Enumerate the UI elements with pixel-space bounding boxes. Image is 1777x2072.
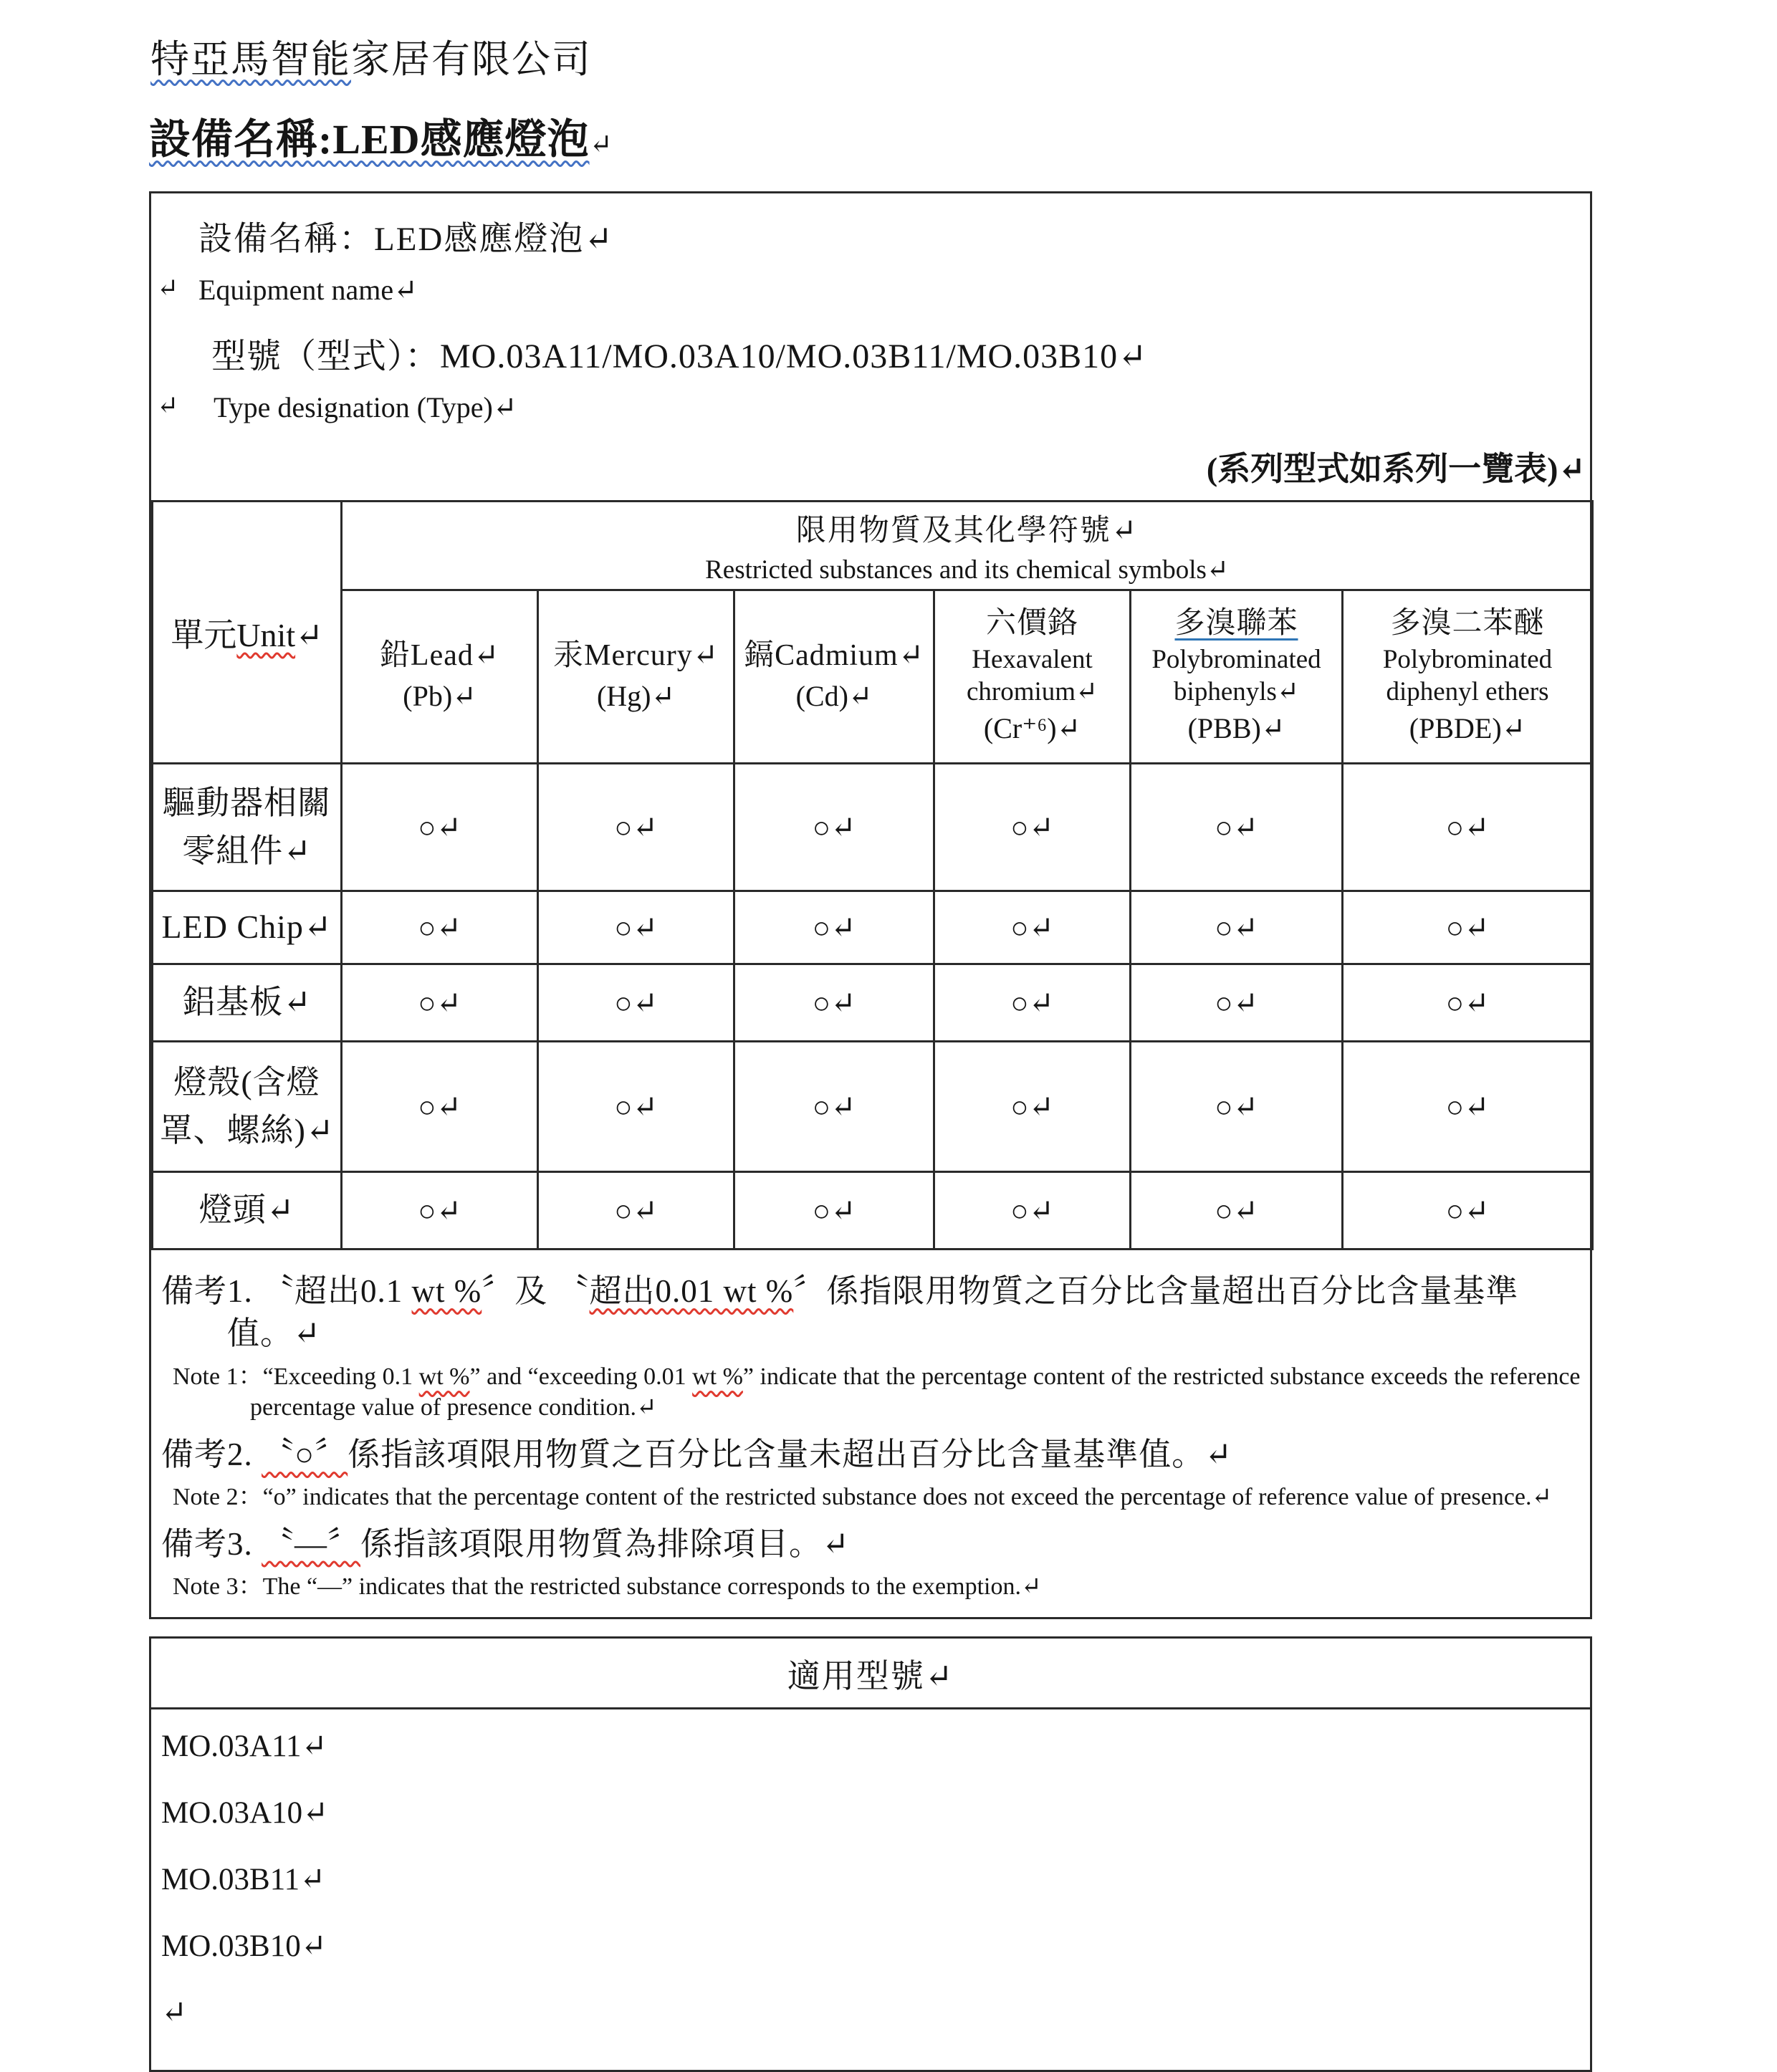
text-segment: 備考3. xyxy=(161,1525,262,1562)
note2-en: Note 2：“o” indicates that the percentage content of the restricted substance does not exceed the percentage of reference value of presence.↵ xyxy=(173,1484,1552,1511)
col-header-symbol: (Hg)↵ xyxy=(596,679,676,712)
table-cell: ○↵ xyxy=(342,964,538,1042)
col-header-symbol: (Pb)↵ xyxy=(403,679,476,712)
text-segment: ” and “exceeding 0.01 xyxy=(469,1363,693,1390)
table-cell: ○↵ xyxy=(734,964,934,1042)
table-cell: ○↵ xyxy=(734,891,934,964)
table-cell: ○↵ xyxy=(934,764,1131,891)
table-cell: ○↵ xyxy=(1343,1042,1593,1172)
unit-label-zh: 單元 xyxy=(171,616,237,653)
text-segment: 〞及 〝 xyxy=(482,1273,590,1309)
col-header-cadmium xyxy=(734,590,934,764)
equipment-info-section xyxy=(151,193,1590,490)
note1-en xyxy=(173,1361,1581,1424)
applicable-models-body xyxy=(151,1709,1590,2070)
text-segment: 備考2. xyxy=(161,1436,262,1472)
notes-section xyxy=(151,1250,1590,1617)
col-header-symbol: (PBDE)↵ xyxy=(1409,711,1526,744)
type-designation-en-row xyxy=(151,390,1590,424)
text-segment: wt % xyxy=(692,1363,743,1390)
table-cell: ○↵ xyxy=(734,1042,934,1172)
table-cell: ○↵ xyxy=(1131,1042,1343,1172)
table-cell: ○↵ xyxy=(934,964,1131,1042)
model-item: MO.03A10↵ xyxy=(161,1795,329,1830)
col-header-name: 六價鉻 xyxy=(985,607,1078,641)
table-cell: ○↵ xyxy=(734,764,934,891)
table-row-aluminum-substrate xyxy=(153,964,1593,1042)
table-cell: ○↵ xyxy=(1343,764,1593,891)
table-cell: ○↵ xyxy=(1343,1172,1593,1250)
table-header-row-1 xyxy=(153,502,1593,590)
col-header-mercury xyxy=(538,590,734,764)
applicable-models-header: 適用型號↵ xyxy=(151,1639,1590,1709)
model-item: MO.03A11↵ xyxy=(161,1729,327,1763)
text-segment: wt % xyxy=(418,1363,470,1390)
restricted-header-en: Restricted substances and its chemical symbols↵ xyxy=(705,555,1229,585)
row-label: LED Chip↵ xyxy=(153,891,342,964)
restricted-substances-header-cell xyxy=(342,502,1593,590)
col-header-name-en: Hexavalent chromium↵ xyxy=(966,644,1098,706)
table-header-row-2 xyxy=(153,590,1593,764)
row-label: 燈殼(含燈罩、螺絲)↵ xyxy=(153,1042,342,1172)
series-note: (系列型式如系列一覽表)↵ xyxy=(1206,451,1586,487)
text-segment: Note 1：“Exceeding 0.1 xyxy=(173,1363,419,1390)
text-segment: 備考1. 〝超出0.1 xyxy=(161,1273,412,1309)
text-segment: 〝—〞 xyxy=(262,1525,361,1562)
model-item: MO.03B10↵ xyxy=(161,1929,327,1963)
table-cell: ○↵ xyxy=(1343,964,1593,1042)
text-segment: 係指該項限用物質為排除項目。↵ xyxy=(360,1525,850,1562)
table-cell: ○↵ xyxy=(342,1172,538,1250)
table-cell: ○↵ xyxy=(734,1172,934,1250)
col-header-name-en: Polybrominated biphenyls↵ xyxy=(1151,644,1321,706)
col-header-pbde xyxy=(1343,590,1593,764)
doc-title xyxy=(149,105,1592,166)
table-cell: ○↵ xyxy=(342,891,538,964)
applicable-models-table xyxy=(149,1636,1592,2072)
note1-zh xyxy=(161,1270,1581,1356)
text-segment: 係指該項限用物質之百分比含量未超出百分比含量基準值。↵ xyxy=(348,1436,1232,1472)
rohs-declaration-box xyxy=(149,191,1592,1619)
table-cell: ○↵ xyxy=(538,964,734,1042)
table-cell: ○↵ xyxy=(1131,964,1343,1042)
table-cell: ○↵ xyxy=(934,1172,1131,1250)
type-designation-en: Type designation (Type)↵ xyxy=(214,391,517,423)
paragraph-mark: ↵ xyxy=(161,1995,188,2030)
table-cell: ○↵ xyxy=(538,891,734,964)
col-header-name: 汞Mercury↵ xyxy=(553,639,719,673)
text-segment: wt % xyxy=(411,1273,482,1309)
table-cell: ○↵ xyxy=(342,764,538,891)
table-cell: ○↵ xyxy=(1131,1172,1343,1250)
table-row-lamp-shell xyxy=(153,1042,1593,1172)
table-cell: ○↵ xyxy=(538,1172,734,1250)
restricted-header-zh: 限用物質及其化學符號↵ xyxy=(795,514,1139,547)
note2-zh xyxy=(161,1434,1581,1476)
table-cell: ○↵ xyxy=(934,1042,1131,1172)
text-segment: 超出0.01 wt % xyxy=(589,1273,794,1309)
equipment-name-zh: 設備名稱：LED感應燈泡↵ xyxy=(198,221,614,258)
note3-zh xyxy=(161,1523,1581,1565)
row-label: 燈頭↵ xyxy=(153,1172,342,1250)
col-header-name: 多溴二苯醚 xyxy=(1390,607,1545,641)
text-segment: ” indicate that the percentage content of the restricted substance exceeds the reference percentage value of presence condition.↵ xyxy=(250,1363,1581,1421)
table-cell: ○↵ xyxy=(1343,891,1593,964)
table-row-driver-components xyxy=(153,764,1593,891)
type-designation-zh: 型號（型式）：MO.03A11/MO.03A10/MO.03B11/MO.03B10↵ xyxy=(211,337,1148,375)
col-header-pbb xyxy=(1131,590,1343,764)
unit-header-cell xyxy=(153,502,342,764)
table-cell: ○↵ xyxy=(1131,764,1343,891)
col-header-hexavalent-chromium xyxy=(934,590,1131,764)
note3-en: Note 3：The “—” indicates that the restricted substance corresponds to the exemption.↵ xyxy=(173,1573,1042,1601)
restricted-substances-table xyxy=(151,500,1594,1250)
equipment-name-en: Equipment name↵ xyxy=(198,274,418,306)
company-title-rest-text: 家居有限公司 xyxy=(351,38,592,81)
equipment-name-en-row xyxy=(151,273,1590,307)
table-cell: ○↵ xyxy=(1131,891,1343,964)
doc-title-text: 設備名稱:LED感應燈泡 xyxy=(149,116,590,163)
col-header-name: 多溴聯苯 xyxy=(1174,607,1298,641)
table-cell: ○↵ xyxy=(538,1042,734,1172)
paragraph-mark: ↵ xyxy=(589,130,613,160)
col-header-name: 鎘Cadmium↵ xyxy=(744,639,924,673)
table-row-lamp-cap xyxy=(153,1172,1593,1250)
col-header-symbol: (Cr⁺⁶)↵ xyxy=(983,711,1081,744)
col-header-name: 鉛Lead↵ xyxy=(379,639,500,673)
col-header-symbol: (Cd)↵ xyxy=(795,679,873,712)
company-title-marked-text: 特亞馬智能 xyxy=(150,38,351,81)
row-label: 鋁基板↵ xyxy=(153,964,342,1042)
col-header-name-en: Polybrominated diphenyl ethers xyxy=(1382,644,1553,706)
paragraph-mark: ↵ xyxy=(157,274,179,302)
col-header-lead xyxy=(342,590,538,764)
table-cell: ○↵ xyxy=(342,1042,538,1172)
col-header-symbol: (PBB)↵ xyxy=(1187,711,1285,744)
paragraph-mark: ↵ xyxy=(295,616,323,653)
paragraph-mark: ↵ xyxy=(157,391,179,420)
table-cell: ○↵ xyxy=(538,764,734,891)
table-cell: ○↵ xyxy=(934,891,1131,964)
table-row-led-chip xyxy=(153,891,1593,964)
model-item: MO.03B11↵ xyxy=(161,1862,326,1896)
text-segment: 〞係指限用物質之百分比含量超出百分比含量基準值。↵ xyxy=(227,1273,1519,1352)
company-title xyxy=(150,29,1592,84)
row-label: 驅動器相關零組件↵ xyxy=(153,764,342,891)
unit-label-en: Unit xyxy=(236,616,296,653)
text-segment: 〝○〞 xyxy=(262,1436,348,1472)
